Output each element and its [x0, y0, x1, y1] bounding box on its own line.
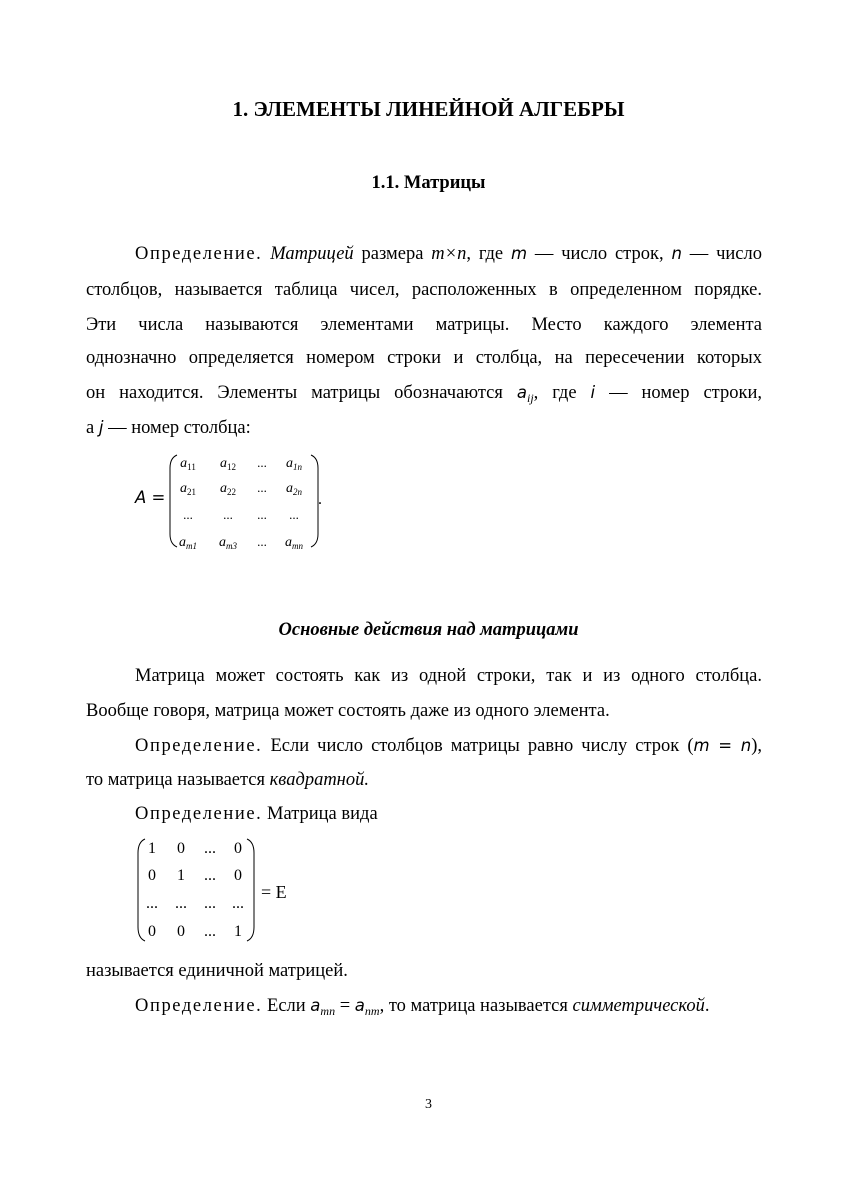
matrix-a [168, 452, 320, 550]
identity-caption: называется единичной матрицей. [86, 961, 348, 981]
math-j: j [98, 418, 104, 437]
matrix-a-cell: $a_{2n}$ [286, 481, 302, 497]
definition-square-line-1 [135, 734, 762, 758]
math-a: a [354, 996, 365, 1015]
matrix-identity-cell: 0 [148, 923, 156, 940]
text: ), [751, 736, 762, 756]
matrix-a-cell: $a_{1n}$ [286, 456, 302, 472]
matrix-identity-cell: 0 [234, 867, 242, 884]
math-a: a [516, 383, 527, 402]
matrix-identity-cell: 0 [177, 923, 185, 940]
matrix-identity-cell: 1 [177, 867, 185, 884]
term-symmetric: симметрической [572, 996, 705, 1016]
math-i: i [590, 383, 596, 402]
math-subscript-mn: mn [320, 1004, 336, 1018]
matrix-a-cell: $a_{11}$ [180, 456, 196, 472]
math-mxn: m×n [431, 244, 467, 264]
matrix-a-cell: $a_{m3}$ [219, 535, 237, 551]
matrix-identity [136, 835, 256, 945]
text: , где [466, 244, 511, 264]
matrix-identity-rhs: = E [261, 882, 287, 902]
chapter-title: 1. ЭЛЕМЕНТЫ ЛИНЕЙНОЙ АЛГЕБРЫ [232, 97, 625, 121]
definition-label: Определение. [135, 736, 263, 756]
term-square: квадратной. [269, 770, 369, 790]
math-a: a [310, 996, 321, 1015]
matrix-identity-cell: ... [146, 895, 158, 912]
text: Матрица вида [262, 804, 378, 824]
math-m-equals-n: m = n [693, 736, 752, 755]
matrix-identity-cell: ... [232, 895, 244, 912]
matrix-a-cell: ... [223, 507, 233, 522]
matrix-a-cell: $a_{21}$ [180, 481, 196, 497]
matrix-identity-cell: ... [204, 867, 216, 884]
definition-line-4: однозначно определяется номером строки и столбца, на пересечении которых [86, 348, 762, 368]
definition-line-3: Эти числа называются элементами матрицы. Место каждого элемента [86, 315, 762, 335]
matrix-a-cell: ... [257, 480, 267, 495]
page-number: 3 [425, 1097, 432, 1112]
math-m: m [510, 244, 528, 263]
matrix-identity-cell: ... [204, 895, 216, 912]
matrix-identity-cell: 1 [234, 923, 242, 940]
math-subscript-nm: nm [364, 1004, 380, 1018]
text: — число строк, [527, 244, 672, 264]
matrix-a-cell: ... [257, 455, 267, 470]
definition-label: Определение. [135, 804, 263, 824]
matrix-a-cell: ... [289, 507, 299, 522]
definition-line-5 [86, 381, 762, 405]
text: = [335, 996, 355, 1016]
subsection-title: Основные действия над матрицами [278, 620, 579, 640]
text: Если число столбцов матрицы равно числу строк ( [262, 736, 694, 756]
text: — номер столбца: [103, 418, 251, 438]
text: — номер строки, [595, 383, 762, 403]
matrix-a-cell: $a_{12}$ [220, 456, 236, 472]
math-subscript-ij: ij [527, 391, 534, 405]
matrix-a-period: . [318, 491, 322, 508]
matrix-a-cell: $a_{22}$ [220, 481, 236, 497]
definition-identity-line [135, 802, 762, 826]
text: , где [533, 383, 591, 403]
text: . [704, 996, 710, 1016]
matrix-identity-cell: 0 [234, 840, 242, 857]
text: , то матрица называется [379, 996, 573, 1016]
paragraph-2-line-2: Вообще говоря, матрица может состоять даже из одного элемента. [86, 701, 610, 721]
matrix-identity-cell: 0 [148, 867, 156, 884]
matrix-a-cell: $a_{mn}$ [285, 535, 303, 551]
matrix-identity-cell: 1 [148, 840, 156, 857]
text: он находится. Элементы матрицы обозначаются [86, 383, 517, 403]
matrix-a-cell: ... [257, 507, 267, 522]
math-n: n [671, 244, 682, 263]
section-title: 1.1. Матрицы [371, 173, 486, 193]
matrix-identity-cell: 0 [177, 840, 185, 857]
matrix-a-cell: ... [257, 534, 267, 549]
paragraph-2-line-1: Матрица может состоять как из одной строки, так и из одного столбца. [135, 666, 762, 686]
term-matrix: Матрицей [270, 244, 354, 264]
text: а [86, 418, 99, 438]
text: Если [262, 996, 311, 1016]
matrix-identity-cell: ... [204, 840, 216, 857]
matrix-a-lhs: A = [135, 488, 166, 507]
definition-symmetric-line [135, 994, 762, 1018]
definition-square-line-2 [86, 768, 762, 792]
matrix-identity-cell: ... [204, 923, 216, 940]
text: то матрица называется [86, 770, 270, 790]
definition-line-6 [86, 416, 762, 440]
matrix-a-cell: ... [183, 507, 193, 522]
text: — число [681, 244, 763, 264]
definition-line-2: столбцов, называется таблица чисел, расположенных в определенном порядке. [86, 280, 762, 300]
definition-line-1 [135, 242, 762, 266]
matrix-identity-cell: ... [175, 895, 187, 912]
text: размера [353, 244, 432, 264]
definition-label: Определение. [135, 244, 263, 264]
matrix-a-cell: $a_{m1}$ [179, 535, 197, 551]
definition-label: Определение. [135, 996, 263, 1016]
